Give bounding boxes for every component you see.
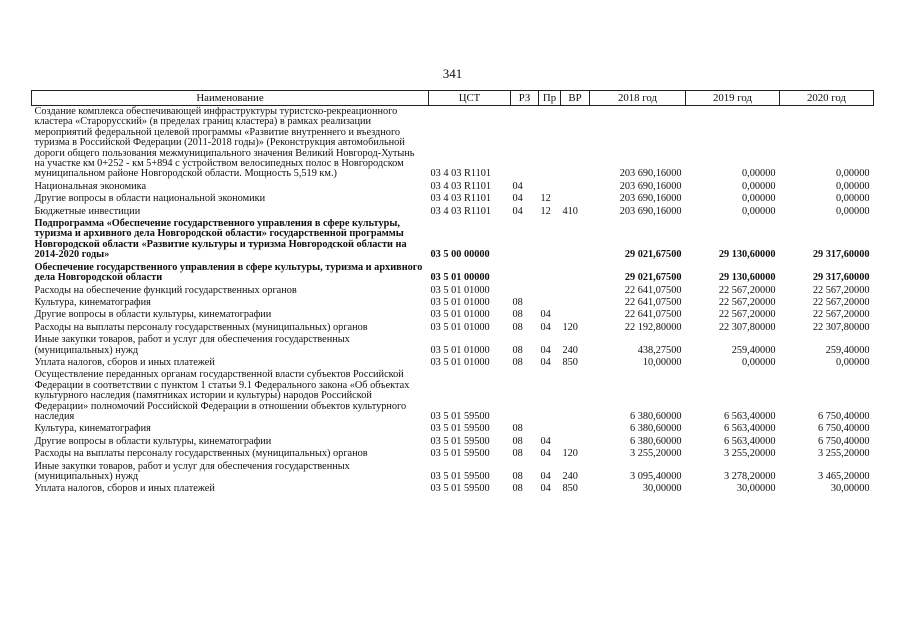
cell-vr: 850 [562,356,578,368]
cell-rz: 04 [512,205,523,217]
cell-2020: 22 567,20000 [812,309,870,321]
cell-vr [561,217,590,261]
cell-name: Другие вопросы в области национальной экономики [34,193,266,205]
cell-rz: 08 [512,448,523,460]
cell-2019: 6 563,40000 [724,435,776,447]
cell-cst: 03 5 01 59500 [430,435,490,447]
cell-name: Уплата налогов, сборов и иных платежей [34,356,215,368]
table-row [32,368,874,422]
table-row [32,106,874,180]
cell-2018: 10,00000 [642,356,682,368]
cell-rz [511,261,539,284]
cell-rz: 08 [512,471,523,482]
cell-2019: 6 563,40000 [724,410,776,422]
cell-name: Расходы на выплаты персоналу государственных (муниципальных) органов [34,448,368,460]
cell-vr: 240 [562,344,578,356]
cell-2018: 22 641,07500 [624,284,682,296]
table-row [32,333,874,356]
cell-name: Осуществление переданных органам государственной власти субъектов Российской Федерации в соответствии с пунктом 1 статьи 9.1 Федерального закона «Об объектах культурного наследия (памятниках истории и культуры) народов Российской Федерации» полномочий Российской Федерации в отношении объектов культурного наследия [34,369,410,422]
cell-name: Обеспечение государственного управления в сфере культуры, туризма и архивного дела Новгородской области [34,261,423,284]
cell-cst: 03 5 01 59500 [430,423,490,435]
cell-cst: 03 5 01 59500 [430,471,490,482]
cell-name: Иные закупки товаров, работ и услуг для обеспечения государственных (муниципальных) нужд [34,334,350,356]
cell-cst: 03 5 01 59500 [430,483,490,495]
table-row [32,482,874,494]
header-cst: ЦСТ [429,91,511,106]
cell-2019: 29 130,60000 [718,249,776,261]
cell-2019: 22 567,20000 [718,309,776,321]
cell-2019: 0,00000 [742,193,776,205]
cell-rz: 08 [512,344,523,356]
cell-name: Создание комплекса обеспечивающей инфраструктуры туристско-рекреационного кластера «Старорусский» (в пределах границ кластера) в рамках реализации мероприятий федеральной целевой программы «Развитие внутреннего и въездного туризма в Российской Федерации (2011-2018 годы)» (Реконструкция автомобильной дороги общего пользования межмуниципального значения Великий Новгород-Хутынь на участке км 0+252 - км 5+894 с устройством велосипедных полос в Новгородском муниципальном районе Новгородской области. Мощность 5,519 км.) [34,106,415,180]
cell-pr: 04 [540,483,551,495]
cell-pr: 04 [540,321,551,333]
header-2020: 2020 год [780,91,874,106]
cell-vr [561,180,590,192]
cell-2020: 259,40000 [825,344,870,356]
table-row [32,284,874,296]
cell-2018: 3 255,20000 [630,448,682,460]
cell-vr: 850 [562,483,578,495]
cell-2020: 30,00000 [830,483,870,495]
cell-vr [561,422,590,434]
cell-cst: 03 5 01 01000 [430,344,490,356]
cell-2019: 30,00000 [736,483,776,495]
cell-2020: 3 255,20000 [818,448,870,460]
table-row [32,447,874,459]
cell-name: Другие вопросы в области культуры, кинематографии [34,309,272,321]
cell-pr [539,368,561,422]
cell-2018: 3 095,40000 [630,471,682,482]
cell-vr: 410 [562,205,578,217]
table-row [32,296,874,308]
cell-cst: 03 5 01 00000 [430,272,490,284]
table-row [32,321,874,333]
cell-rz: 08 [512,309,523,321]
cell-2020: 22 567,20000 [812,284,870,296]
cell-2018: 22 641,07500 [624,309,682,321]
cell-name: Бюджетные инвестиции [34,205,141,217]
cell-2018: 29 021,67500 [624,272,682,284]
cell-pr [539,180,561,192]
cell-2018: 6 380,60000 [630,435,682,447]
cell-2020: 22 307,80000 [812,321,870,333]
cell-pr [539,296,561,308]
cell-2020: 3 465,20000 [818,471,870,482]
cell-2020: 0,00000 [836,356,870,368]
cell-2020: 0,00000 [836,205,870,217]
cell-cst: 03 5 01 59500 [430,410,490,422]
cell-cst: 03 4 03 R1101 [430,180,492,192]
cell-2018: 6 380,60000 [630,410,682,422]
header-name: Наименование [32,91,429,106]
cell-pr: 12 [540,205,551,217]
cell-name: Расходы на выплаты персоналу государственных (муниципальных) органов [34,321,368,333]
cell-vr [561,368,590,422]
cell-2020: 0,00000 [836,168,870,180]
cell-vr [561,435,590,447]
cell-name: Уплата налогов, сборов и иных платежей [34,483,215,495]
cell-2018: 29 021,67500 [624,249,682,261]
cell-cst: 03 4 03 R1101 [430,193,492,205]
cell-vr: 240 [562,471,578,482]
cell-cst: 03 5 01 01000 [430,296,490,308]
cell-vr [561,308,590,320]
cell-2019: 22 567,20000 [718,296,776,308]
cell-vr [561,284,590,296]
cell-2020: 0,00000 [836,193,870,205]
table-row [32,261,874,284]
cell-rz: 08 [512,321,523,333]
cell-pr [539,284,561,296]
cell-cst: 03 5 01 01000 [430,321,490,333]
cell-2020: 0,00000 [836,180,870,192]
cell-2019: 0,00000 [742,168,776,180]
cell-2018: 22 192,80000 [624,321,682,333]
cell-2020: 22 567,20000 [812,296,870,308]
cell-rz [511,106,539,180]
cell-rz [511,217,539,261]
cell-2019: 0,00000 [742,180,776,192]
cell-2019: 6 563,40000 [724,423,776,435]
cell-2020: 6 750,40000 [818,410,870,422]
cell-pr: 04 [540,448,551,460]
header-2018: 2018 год [590,91,686,106]
cell-2018: 22 641,07500 [624,296,682,308]
cell-2018: 30,00000 [642,483,682,495]
cell-cst: 03 4 03 R1101 [430,205,492,217]
cell-rz: 04 [512,193,523,205]
cell-name: Подпрограмма «Обеспечение государственного управления в сфере культуры, туризма и архивного дела Новгородской области» государственной программы Новгородской области «Развитие культуры и туризма Новгородской области на 2014-2020 годы» [34,218,407,261]
table-row [32,356,874,368]
table-row [32,422,874,434]
cell-rz: 08 [512,483,523,495]
cell-name: Иные закупки товаров, работ и услуг для обеспечения государственных (муниципальных) нужд [34,460,350,482]
cell-rz [511,368,539,422]
cell-cst: 03 5 01 59500 [430,448,490,460]
cell-2018: 6 380,60000 [630,423,682,435]
cell-2019: 29 130,60000 [718,272,776,284]
cell-pr [539,422,561,434]
cell-pr [539,106,561,180]
cell-2019: 3 255,20000 [724,448,776,460]
table-row [32,308,874,320]
budget-table [31,90,874,495]
cell-rz: 08 [512,356,523,368]
cell-pr: 04 [540,435,551,447]
cell-name: Культура, кинематография [34,423,151,435]
cell-rz: 08 [512,296,523,308]
cell-pr: 12 [540,193,551,205]
cell-2019: 22 307,80000 [718,321,776,333]
cell-name: Национальная экономика [34,180,147,192]
table-row [32,217,874,261]
table-row [32,192,874,204]
cell-rz: 04 [512,180,523,192]
header-rz: РЗ [511,91,539,106]
cell-name: Другие вопросы в области культуры, кинематографии [34,435,272,447]
table-row [32,205,874,217]
cell-2018: 438,27500 [637,344,682,356]
table-body [32,106,874,495]
table-row [32,460,874,483]
cell-name: Культура, кинематография [34,296,151,308]
cell-2019: 259,40000 [731,344,776,356]
cell-vr: 120 [562,448,578,460]
cell-vr [561,261,590,284]
cell-cst: 03 5 01 01000 [430,284,490,296]
cell-vr [561,192,590,204]
cell-pr: 04 [540,309,551,321]
cell-2018: 203 690,16000 [619,168,682,180]
cell-2019: 22 567,20000 [718,284,776,296]
cell-vr: 120 [562,321,578,333]
cell-2020: 6 750,40000 [818,423,870,435]
cell-pr: 04 [540,471,551,482]
cell-2019: 3 278,20000 [724,471,776,482]
cell-cst: 03 5 00 00000 [430,249,490,261]
cell-cst: 03 4 03 R1101 [430,168,492,180]
cell-pr [539,261,561,284]
cell-vr [561,106,590,180]
cell-pr: 04 [540,356,551,368]
cell-vr [561,296,590,308]
cell-cst: 03 5 01 01000 [430,356,490,368]
cell-2019: 0,00000 [742,356,776,368]
table-row [32,180,874,192]
cell-name: Расходы на обеспечение функций государственных органов [34,284,297,296]
cell-2020: 29 317,60000 [812,272,870,284]
table-header-row [32,91,874,106]
page-number: 341 [442,66,463,81]
cell-2018: 203 690,16000 [619,193,682,205]
cell-2019: 0,00000 [742,205,776,217]
cell-2018: 203 690,16000 [619,205,682,217]
cell-2020: 6 750,40000 [818,435,870,447]
table-row [32,435,874,447]
header-pr: Пр [539,91,561,106]
cell-2020: 29 317,60000 [812,249,870,261]
header-2019: 2019 год [686,91,780,106]
cell-rz: 08 [512,435,523,447]
cell-2018: 203 690,16000 [619,180,682,192]
cell-rz [511,284,539,296]
cell-pr: 04 [540,344,551,356]
cell-rz: 08 [512,423,523,435]
cell-pr [539,217,561,261]
header-vr: ВР [561,91,590,106]
cell-cst: 03 5 01 01000 [430,309,490,321]
